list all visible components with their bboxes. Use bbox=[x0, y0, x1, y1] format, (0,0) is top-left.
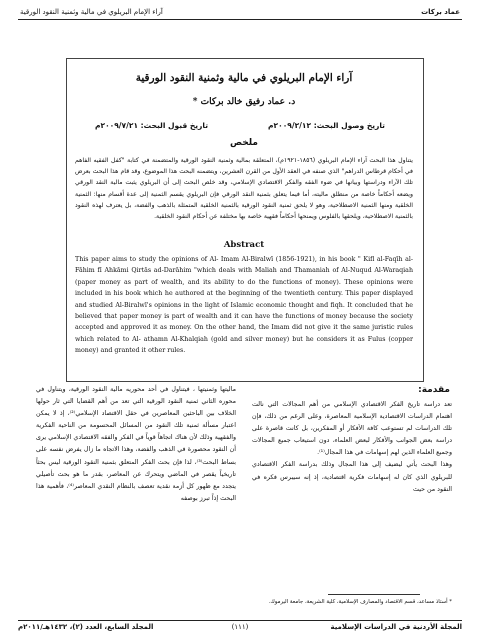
article-author: د. عماد رفيق خالد بركات * bbox=[192, 97, 296, 107]
arabic-abstract-text: يتناول هذا البحث آراء الإمام البريلوي (١٨٥٦-١٩٢١م)، المتعلقة بمالية وثمنية النقود الورقية والمتضمنة في كتابة "كفل الفقيه الفاهم في أحكام قرطاس الدراهم" الذي صنفه في العقد الأول من القرن العشرين، ويتضمنه البحث هذا الموضوع، وقد قام هذا البحث بعرض تلك الآراء ودراستها وبيانها في ضوء الفقه والفكر الاقتصادي الإسلامي، وقد خلص البحث إلى أن البريلوي يثبت مالية النقد الورقي ويضعه أحكاماً خاصة من منطلق ماليته، أما فيما يتعلق بثمنية النقد الورقي فإن البريلوي يقسم الثمنية إلى عدة أقسام منها: الثمنية الخلقية ومنها الثمنية الاصطلاحية، وهو لا يلحق ثمنية النقود الورقية بالثمنية الخلقية المتمثلة بالذهب والفضة، بل يعترف لهذه النقود بالثمنية الاصطلاحية، ويلحقها بالفلوس ويمنحها أحكاماً فقهية خاصة بها مختلفة عن أحكام النقود الخلقية. bbox=[75, 157, 413, 221]
header-rule bbox=[18, 19, 462, 20]
paragraph: تعد دراسة تاريخ الفكر الاقتصادي الإسلامي من أهم المجالات التي نالت اهتمام الدراسات الاقتصادية الإسلامية المعاصرة، وعلى الرغم من ذلك، فإن تلك الدراسات لم تستوعب كافة الأفكار أو المفكرين، بل كانت قاصرة على دراسة بعض الجوانب والأفكار لبعض العلماء، دون استيعاب جميع المجالات وجميع العلماء الذين لهم إسهامات في هذا المجال⁽¹⁾. bbox=[252, 401, 452, 457]
article-title: آراء الإمام البريلوي في مالية وثمنية النقود الورقية bbox=[135, 72, 353, 84]
paragraph: ماليتها وثمنيتها ، فيتناول في أحد محوريه مالية النقود الورقية، ويتناول في محوره الثاني ثمنية النقود الورقية التي تعد من أهم القضايا التي ثار حولها الخلاف بين الباحثين المعاصرين في حقل الاقتصاد الإسلامي⁽²⁾، إذ لا يمكن اعتبار مسألة ثمنية تلك النقود من المسائل المحسومة من الناحية الفكرية والفقهية وذلك لأن هناك اتجاهاً قوياً في الفكر والفقه الاقتصادي الإسلامي يرى أن النقود محصورة في الذهب والفضة، وهذا الاتجاه ما زال يفرض نفسه على بساط البحث⁽³⁾، لذا فإن بحث الفكر المتعلق بثمنية النقود الورقية ليس بحثاً تاريخياً يقصر في الماضي ويتحرك عن المعاصر، بقدر ما هو بحث تأصيلي يتجدد مع ظهور كل أزمة نقدية تعصف بالنظام النقدي المعاصر⁽⁴⁾، فأهمية هذا البحث إذاً تبرز بوصفه bbox=[36, 386, 237, 502]
paragraph: وهذا البحث يأتي ليضيف إلى هذا المجال وذلك بدراسة الفكر الاقتصادي للبريلوي الذي كان له إسهامات فكرية اقتصادية، إذ إنه سيبرس فكره في النقود من حيث bbox=[252, 461, 452, 493]
page-footer bbox=[18, 620, 462, 635]
author-footnote: * أستاذ مساعد، قسم الاقتصاد والمصارف الإسلامية، كلية الشريعة، جامعة اليرموك. bbox=[268, 599, 452, 605]
footer-journal-name: المجلة الأردنية في الدراسات الإسلامية bbox=[330, 623, 462, 631]
body-column-left bbox=[36, 384, 236, 505]
running-head-title: آراء الإمام البريلوي في مالية وثمنية النقود الورقية bbox=[20, 8, 163, 16]
english-abstract-heading: Abstract bbox=[223, 240, 265, 250]
body-column-right bbox=[252, 399, 452, 496]
received-date: تاريخ وصول البحث: ٢٠٠٩/٢/١٢م bbox=[268, 121, 385, 130]
running-head bbox=[20, 6, 460, 18]
accepted-date: تاريخ قبول البحث: ٢٠٠٩/٧/٢١م bbox=[95, 121, 209, 130]
page-number: (١١١) bbox=[231, 623, 249, 631]
article-dates bbox=[95, 121, 385, 133]
footer-volume: المجلد السابع، العدد (٢)، ١٤٣٢هـ/٢٠١١م bbox=[18, 623, 154, 631]
running-head-author: عماد بركات bbox=[421, 8, 460, 16]
footnote-rule bbox=[328, 594, 420, 595]
english-abstract-text: This paper aims to study the opinions of Al- Imam Al-Biralwī (1856-1921), in his book " Kifl al-Faqīh al-Fāhim fī Ahkāmi Qirtās ad-Darāhim "which deals with Maliah and Thamaniah of Al-Nuqud Al-Waraqiah (paper money as part of wealth, and its ability to do the functions of money). These opinions were included in his book which he authored at the beginning of the twentieth century. This paper displayed and studied Al-Biralwī's opinions in the light of Islamic economic thought and fiqh. It concluded that he believed that paper money is part of wealth and it can have the functions of money because the society accepted and approved it as money. On the other hand, the Imam did not give it the same juristic rules which related to Al- athamn Al-Khalqiah (gold and silver money) but he considers it as Fulus (copper money) and granted it other rules. bbox=[75, 256, 413, 355]
introduction-heading: مقدمة: bbox=[418, 385, 450, 395]
arabic-abstract-heading: ملخص bbox=[229, 138, 258, 148]
